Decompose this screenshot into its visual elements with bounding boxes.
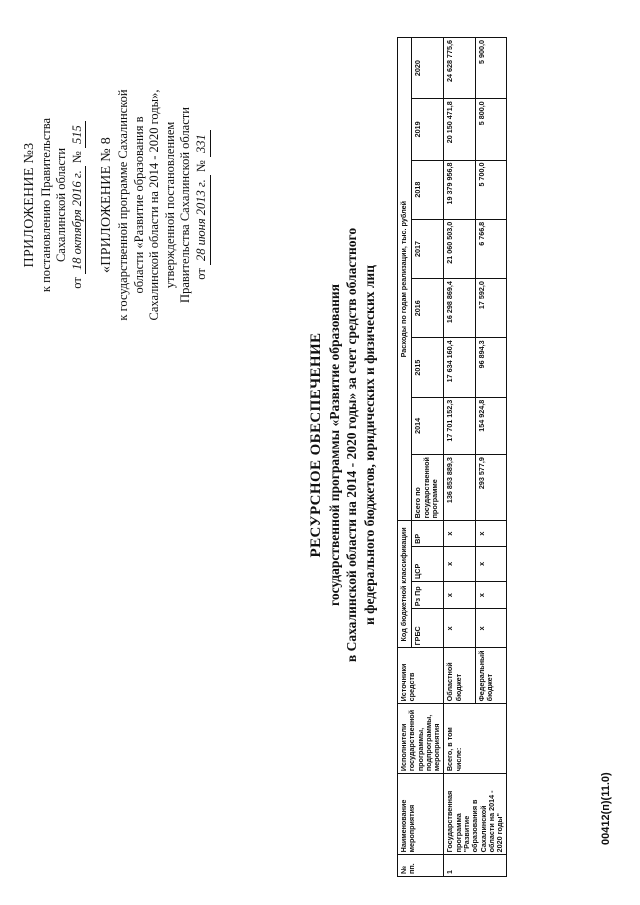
cell-source: Областной бюджет [444,648,475,704]
col-expenses-header: Расходы по годам реализации, тыс. рублей [398,38,412,521]
col-executors-header: Исполнители государственной программы, подпрограммы, мероприятия [398,704,444,774]
reference-date-prefix: от [194,268,208,280]
document-page [5,35,635,895]
reference-number: 331 [194,130,211,157]
reference-line-2: области «Развитие образования в [131,116,146,294]
row-num: 1 [444,855,507,877]
reference-line-5: Правительства Сахалинской области [178,107,193,303]
heading-line-3: в Сахалинской области на 2014 - 2020 годы» за счет средств областного [344,227,360,663]
reference-block [98,55,210,355]
col-2018-header: 2018 [412,160,444,219]
cell-2015: 96 894,3 [475,338,506,397]
annex-line-1: к постановлению Правительства [38,117,53,293]
annex-date-prefix: от [69,277,84,289]
document-heading [307,165,378,725]
col-2015-header: 2015 [412,338,444,397]
cell-total: 136 853 889,3 [444,455,475,521]
cell-vr: х [475,521,506,546]
col-2016-header: 2016 [412,279,444,338]
annex-block [21,55,211,355]
cell-2015: 17 634 160,4 [444,338,475,397]
cell-2020: 5 900,0 [475,38,506,99]
cell-2016: 17 592,0 [475,279,506,338]
cell-grbs: х [475,609,506,648]
annex-number-prefix: № [69,151,84,164]
cell-source: Федеральный бюджет [475,648,506,704]
heading-title: РЕСУРСНОЕ ОБЕСПЕЧЕНИЕ [308,332,324,558]
reference-date: 28 июня 2013 г. [194,175,211,265]
col-csr-header: ЦСР [412,546,444,581]
col-total-header: Всего по государственной программе [412,455,444,521]
heading-line-4: и федерального бюджетов, юридических и физических лиц [361,265,377,626]
cell-vr: х [444,521,475,546]
cell-csr: х [444,546,475,581]
cell-2014: 17 701 152,3 [444,397,475,454]
cell-rzpr: х [444,581,475,608]
cell-rzpr: х [475,581,506,608]
col-name-header: Наименование мероприятия [398,774,444,855]
cell-2018: 19 379 956,8 [444,160,475,219]
cell-2017: 21 060 503,0 [444,219,475,278]
cell-2020: 24 628 775,6 [444,38,475,99]
row-program-name: Государственная программа "Развитие образования в Сахалинской области на 2014 - 2020 годы" [444,774,507,855]
heading-line-2: государственной программы «Развитие образования [327,284,343,606]
annex-number: 515 [70,121,87,148]
reference-date-line [194,55,211,355]
resource-table [397,37,507,877]
cell-2014: 154 924,8 [475,397,506,454]
reference-number-prefix: № [194,160,208,173]
annex-line-2: Сахалинской области [54,147,69,263]
reference-title: «ПРИЛОЖЕНИЕ № 8 [99,137,115,273]
col-sources-header: Источники средств [398,648,444,704]
annex-date: 18 октября 2016 г. [70,166,87,274]
form-code: 00412(п)(11.0) [600,772,612,845]
cell-2019: 20 150 471,8 [444,99,475,160]
annex-date-line [70,55,87,355]
col-rzpr-header: Рз Пр [412,581,444,608]
header-row-1 [398,38,412,877]
col-grbs-header: ГРБС [412,609,444,648]
cell-grbs: х [444,609,475,648]
cell-2016: 16 298 869,4 [444,279,475,338]
reference-line-1: к государственной программе Сахалинской [115,89,130,321]
reference-line-4: утвержденной постановлением [162,121,177,289]
cell-2019: 5 800,0 [475,99,506,160]
cell-2017: 6 766,8 [475,219,506,278]
cell-total: 293 577,9 [475,455,506,521]
col-num-header: № пп. [398,855,444,877]
cell-csr: х [475,546,506,581]
table-row [444,38,475,877]
cell-2018: 5 700,0 [475,160,506,219]
row-executor: Всего, в том числе: [444,704,507,774]
col-vr-header: ВР [412,521,444,546]
col-2020-header: 2020 [412,38,444,99]
col-2019-header: 2019 [412,99,444,160]
annex-title: ПРИЛОЖЕНИЕ №3 [22,142,37,268]
col-budget-code-header: Код бюджетной классификации [398,521,412,648]
reference-line-3: Сахалинской области на 2014 - 2020 годы», [147,89,162,321]
col-2014-header: 2014 [412,397,444,454]
col-2017-header: 2017 [412,219,444,278]
